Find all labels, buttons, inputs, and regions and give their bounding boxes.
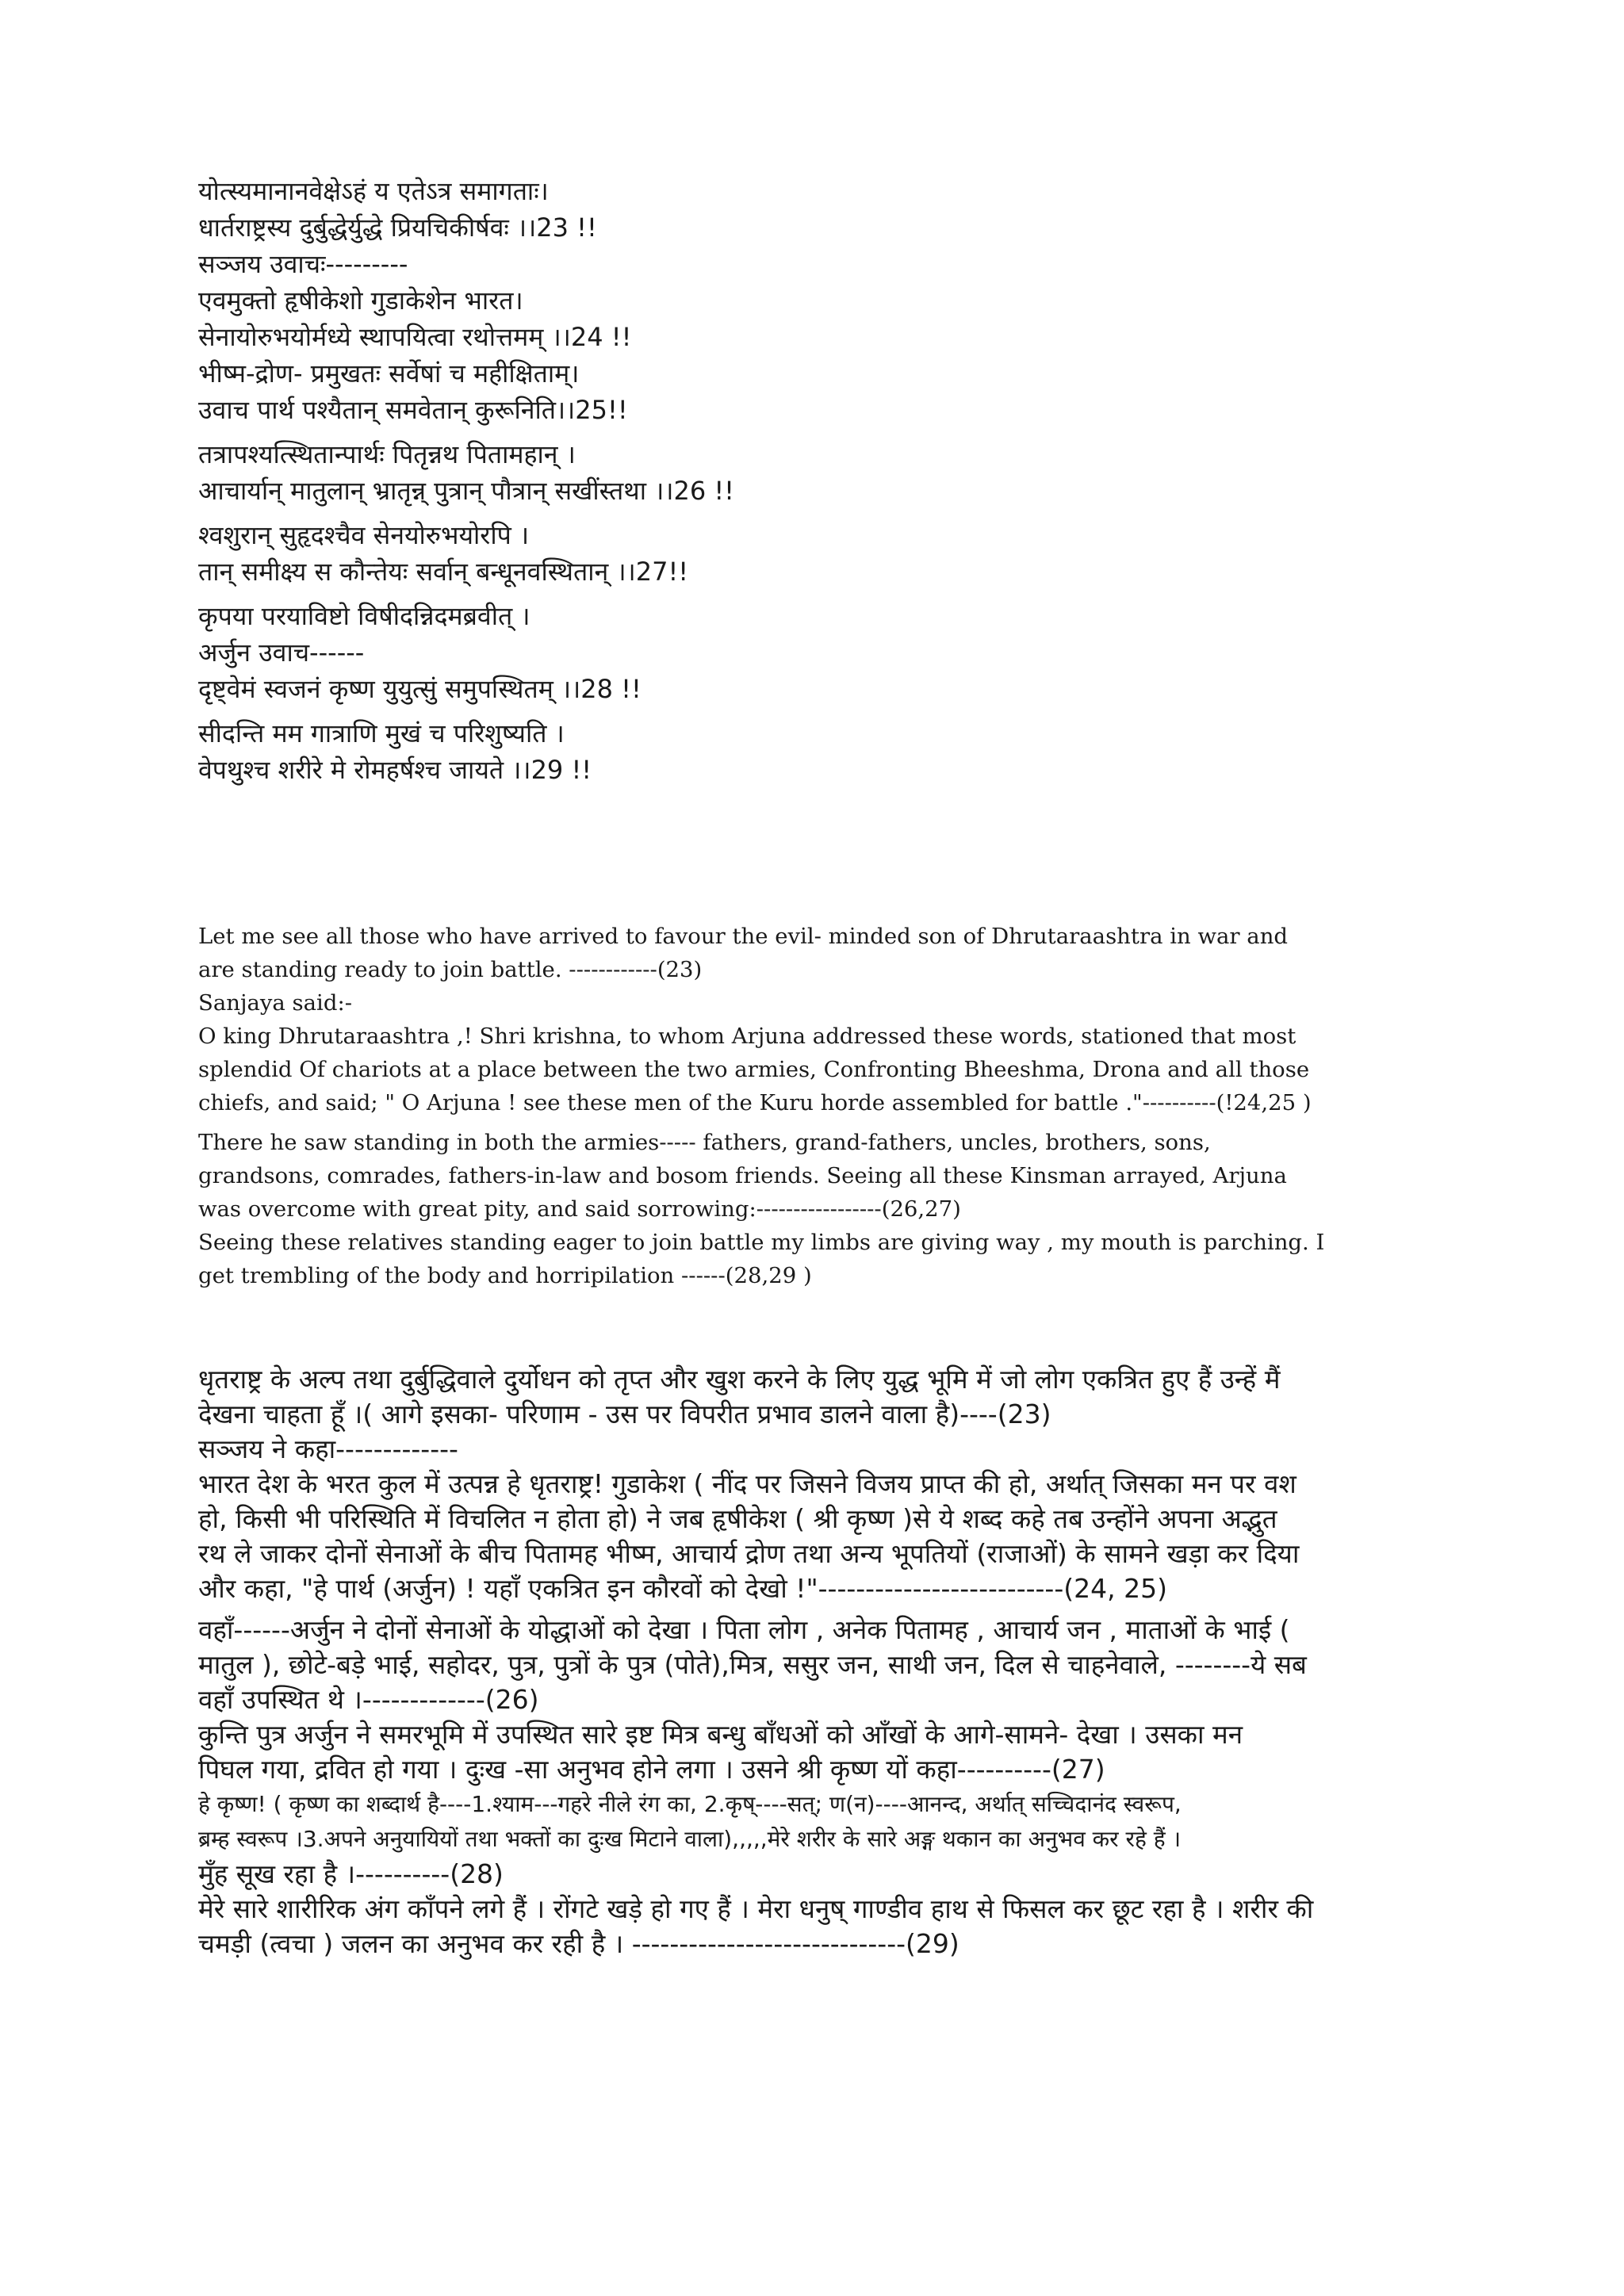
- text-line: और कहा, "हे पार्थ (अर्जुन) ! यहाँ एकत्रित इन कौरवों को देखो !"--------------------------(24, 25): [198, 1573, 1167, 1604]
- text-line: Seeing these relatives standing eager to join battle my limbs are giving way , my mouth is parching. I: [198, 1230, 1325, 1255]
- text-line: splendid Of chariots at a place between the two armies, Confronting Bheeshma, Drona and all those: [198, 1057, 1310, 1082]
- verse-group-28: [198, 598, 1451, 707]
- verse-line: भीष्म-द्रोण- प्रमुखतः सर्वेषां च महीक्षिताम्।: [198, 358, 580, 388]
- text-line: get trembling of the body and horripilation ------(28,29 ): [198, 1263, 812, 1288]
- text-line: grandsons, comrades, fathers-in-law and bosom friends. Seeing all these Kinsman arrayed, Arjuna: [198, 1163, 1287, 1188]
- verse-line: धार्तराष्ट्रस्य दुर्बुद्धेर्युद्धे प्रियचिकीर्षवः ।।23 !!: [198, 212, 597, 243]
- text-line: There he saw standing in both the armies----- fathers, grand-fathers, uncles, brothers, sons,: [198, 1130, 1211, 1155]
- text-line: हे कृष्ण! ( कृष्ण का शब्दार्थ है----1.श्याम---गहरे नीले रंग का, 2.कृष्----सत्; ण(न)----आनन्द, अर्थात् सच्चिदानंद स्वरूप,: [198, 1791, 1182, 1817]
- verse-line: तत्रापश्यत्स्थितान्पार्थः पितृन्नथ पितामहान् ।: [198, 439, 576, 469]
- text-line: चमड़ी (त्वचा ) जलन का अनुभव कर रही है । -----------------------------(29): [198, 1928, 959, 1959]
- verse-line: उवाच पार्थ पश्यैतान् समवेतान् कुरूनिति।।25!!: [198, 395, 628, 425]
- text-line: रथ ले जाकर दोनों सेनाओं के बीच पितामह भीष्म, आचार्य द्रोण तथा अन्य भूपतियों (राजाओं) के सामने खड़ा कर दिया: [198, 1538, 1300, 1569]
- verse-line: दृष्ट्वेमं स्वजनं कृष्ण युयुत्सुं समुपस्थितम् ।।28 !!: [198, 674, 642, 704]
- text-line: are standing ready to join battle. ------------(23): [198, 957, 703, 982]
- speaker-heading: सञ्जय ने कहा-------------: [198, 1433, 458, 1464]
- verse-line: श्वशुरान् सुहृदश्चैव सेनयोरुभयोरपि ।: [198, 520, 530, 550]
- text-line: पिघल गया, द्रवित हो गया । दुःख -सा अनुभव होने लगा । उसने श्री कृष्ण यों कहा----------(27): [198, 1754, 1105, 1785]
- speaker-heading: सञ्जय उवाचः---------: [198, 249, 408, 279]
- verse-line: सीदन्ति मम गात्राणि मुखं च परिशुष्यति ।: [198, 718, 565, 748]
- text-line: मातुल ), छोटे-बड़े भाई, सहोदर, पुत्र, पुत्रों के पुत्र (पोते),मित्र, ससुर जन, साथी जन, दिल से चाहनेवाले, --------ये सब: [198, 1649, 1307, 1680]
- verse-line: कृपया परयाविष्टो विषीदन्निदमब्रवीत् ।: [198, 601, 530, 631]
- hindi-paragraph-1: [198, 1362, 1451, 1606]
- text-line: मेरे सारे शारीरिक अंग काँपने लगे हैं । रोंगटे खड़े हो गए हैं । मेरा धनुष् गाण्डीव हाथ से फिसल कर छूट रहा है । शरीर की: [198, 1893, 1314, 1924]
- text-line: ब्रम्ह स्वरूप ।3.अपने अनुयायियों तथा भक्तों का दुःख मिटाने वाला),,,,,मेरे शरीर के सारे अङ्ग थकान का अनुभव कर रहे हैं ।: [198, 1826, 1182, 1852]
- text-line: हो, किसी भी परिस्थिति में विचलित न होता हो) ने जब हृषीकेश ( श्री कृष्ण )से ये शब्द कहे तब उन्होंने अपना अद्भुत: [198, 1503, 1277, 1534]
- text-line: chiefs, and said; " O Arjuna ! see these men of the Kuru horde assembled for battle ."----------(!24,25 ): [198, 1090, 1312, 1115]
- text-line: वहाँ------अर्जुन ने दोनों सेनाओं के योद्धाओं को देखा । पिता लोग , अनेक पितामह , आचार्य जन , माताओं के भाई (: [198, 1614, 1290, 1645]
- english-paragraph-2: [198, 1126, 1451, 1292]
- text-line: कुन्ति पुत्र अर्जुन ने समरभूमि में उपस्थित सारे इष्ट मित्र बन्धु बाँधओं को आँखों के आगे-सामने- देखा । उसका मन: [198, 1719, 1243, 1750]
- verse-group-29: [198, 715, 1451, 788]
- speaker-heading: अर्जुन उवाच------: [198, 637, 365, 668]
- speaker-heading: Sanjaya said:-: [198, 990, 353, 1016]
- text-line: was overcome with great pity, and said sorrowing:-----------------(26,27): [198, 1196, 961, 1222]
- text-line: वहाँ उपस्थित थे ।-------------(26): [198, 1684, 539, 1715]
- verse-line: तान् समीक्ष्य स कौन्तेयः सर्वान् बन्धूनवस्थितान् ।।27!!: [198, 557, 689, 587]
- hindi-commentary: [198, 1362, 1451, 1961]
- text-line: मुँह सूख रहा है ।----------(28): [198, 1858, 504, 1889]
- verse-line: योत्स्यमानानवेक्षेऽहं य एतेऽत्र समागताः।: [198, 176, 549, 206]
- verse-line: वेपथुश्च शरीरे मे रोमहर्षश्च जायते ।।29 !!: [198, 755, 592, 785]
- verse-line: आचार्यान् मातुलान् भ्रातृन्न् पुत्रान् पौत्रान् सखींस्तथा ।।26 !!: [198, 476, 735, 506]
- verse-group-27: [198, 517, 1451, 590]
- english-translation: [198, 920, 1451, 1292]
- text-line: धृतराष्ट्र के अल्प तथा दुर्बुद्धिवाले दुर्योधन को तृप्त और खुश करने के लिए युद्ध भूमि में जो लोग एकत्रित हुए हैं उन्हें मैं: [198, 1364, 1281, 1395]
- english-paragraph-1: [198, 920, 1451, 1119]
- verse-line: एवमुक्तो हृषीकेशो गुडाकेशेन भारत।: [198, 285, 523, 316]
- sanskrit-verses: [198, 173, 1451, 788]
- verse-group-26: [198, 436, 1451, 509]
- text-line: Let me see all those who have arrived to favour the evil- minded son of Dhrutaraashtra in war and: [198, 924, 1289, 949]
- text-line: देखना चाहता हूँ ।( आगे इसका- परिणाम - उस पर विपरीत प्रभाव डालने वाला है)----(23): [198, 1399, 1051, 1429]
- hindi-paragraph-2: [198, 1613, 1451, 1961]
- text-line: भारत देश के भरत कुल में उत्पन्न हे धृतराष्ट्र! गुडाकेश ( नींद पर जिसने विजय प्राप्त की हो, अर्थात् जिसका मन पर वश: [198, 1468, 1297, 1499]
- verse-line: सेनायोरुभयोर्मध्ये स्थापयित्वा रथोत्तमम् ।।24 !!: [198, 322, 632, 352]
- text-line: O king Dhrutaraashtra ,! Shri krishna, to whom Arjuna addressed these words, stationed that most: [198, 1024, 1297, 1049]
- verse-group-23-25: [198, 173, 1451, 428]
